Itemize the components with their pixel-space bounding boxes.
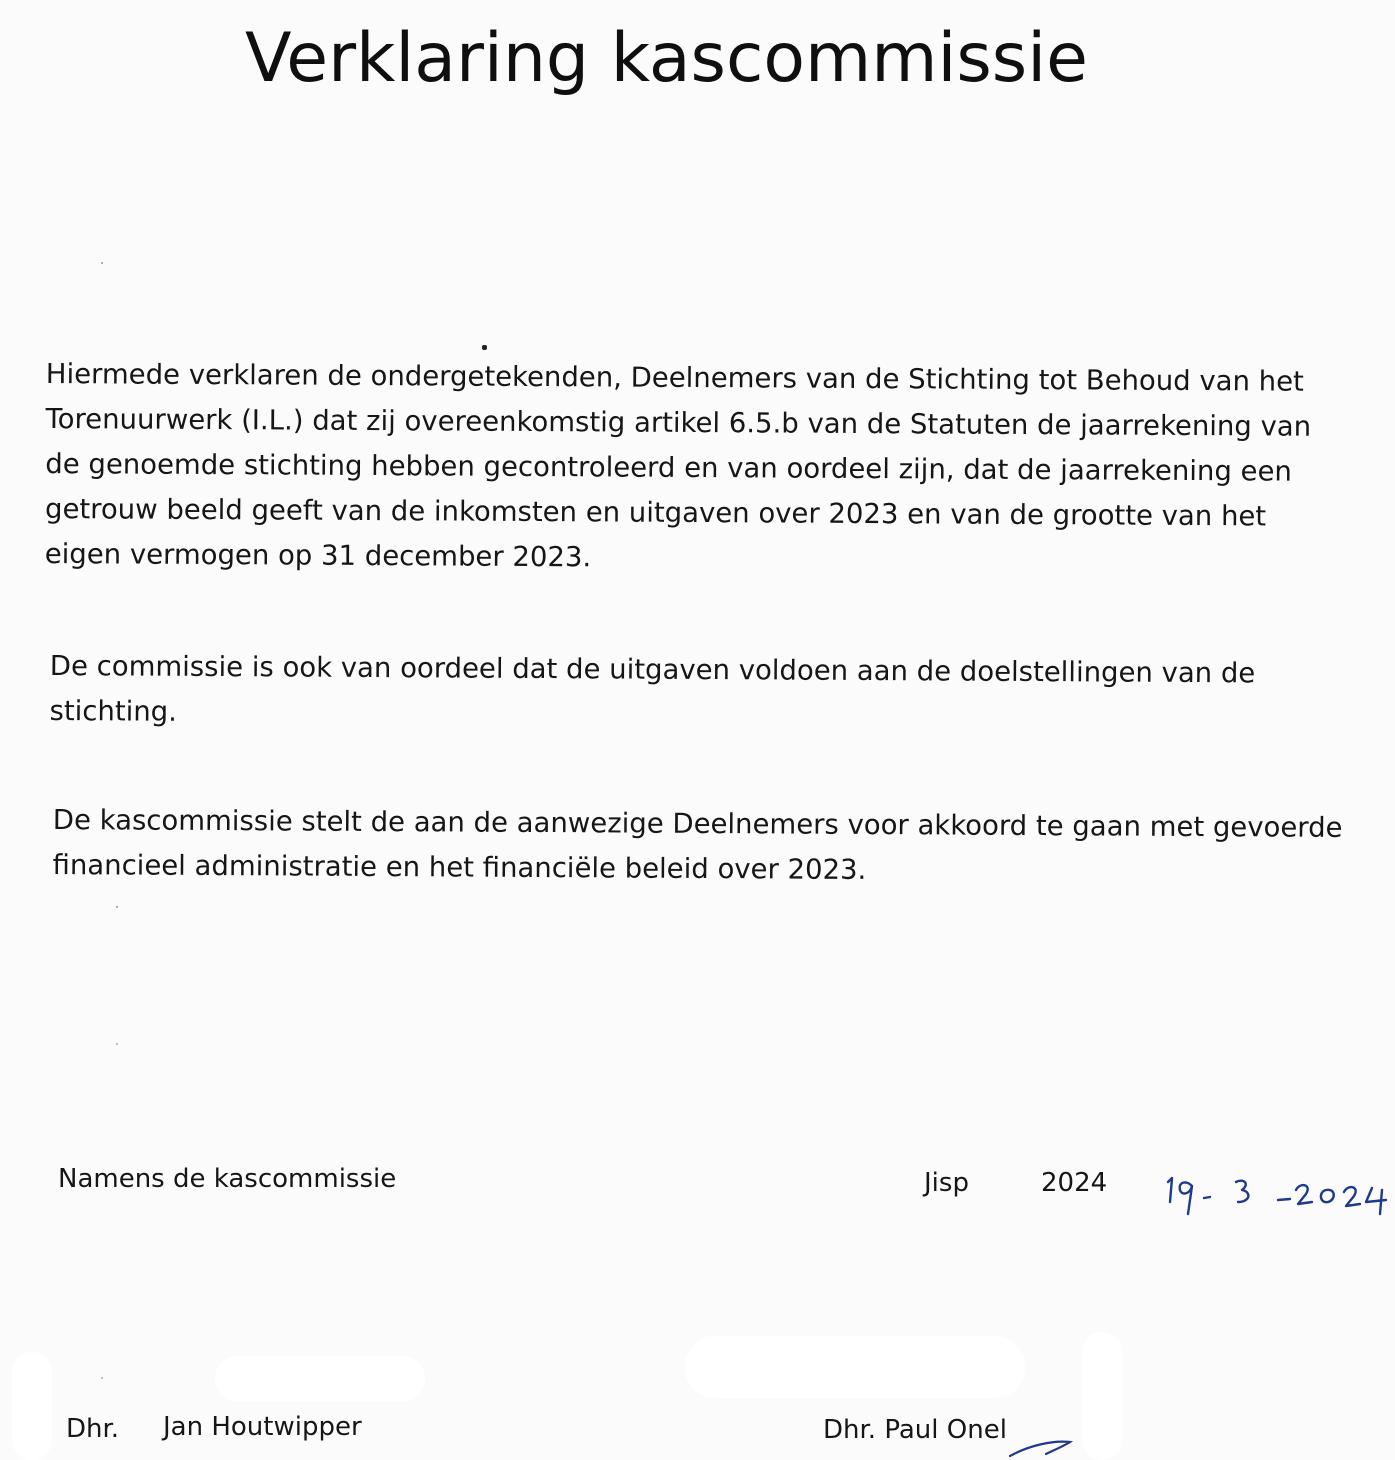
redaction-mark: [1082, 1332, 1122, 1460]
redaction-mark: [12, 1352, 52, 1460]
opinion-paragraph: [49, 644, 1280, 742]
document-title: Verklaring kascommissie: [245, 19, 1088, 98]
redaction-mark: [685, 1336, 1025, 1398]
year-label: 2024: [1041, 1168, 1108, 1198]
scan-speck: [482, 345, 487, 350]
declaration-paragraph: [45, 352, 1336, 585]
handwritten-date: [1160, 1168, 1392, 1228]
scan-speck: [116, 906, 118, 908]
paragraph-line: eigen vermogen op 31 december 2023.: [44, 537, 592, 574]
scan-speck: [101, 1377, 103, 1379]
signatory-salutation: Dhr.: [66, 1414, 120, 1444]
signatory-name: Jan Houtwipper: [163, 1412, 362, 1442]
signature-flourish: [1008, 1432, 1078, 1460]
paragraph-line: Hiermede verklaren de ondergetekenden, Deelnemers van de Stichting tot Behoud van het: [45, 357, 1304, 398]
paragraph-line: getrouw beeld geeft van de inkomsten en uitgaven over 2023 en van de grootte van het: [44, 492, 1267, 533]
on-behalf-label: Namens de kascommissie: [58, 1164, 397, 1194]
signatory-name: Paul Onel: [884, 1415, 1007, 1445]
paragraph-line: financieel administratie en het financiële beleid over 2023.: [52, 848, 867, 886]
paragraph-line: stichting.: [49, 694, 178, 728]
redaction-mark: [215, 1356, 425, 1402]
scan-speck: [116, 1043, 118, 1045]
paragraph-line: De commissie is ook van oordeel dat de uitgaven voldoen aan de doelstellingen van de: [49, 649, 1256, 690]
signatory-2: [823, 1413, 1007, 1447]
paragraph-line: De kascommissie stelt de aan de aanwezige Deelnemers voor akkoord te gaan met gevoerde: [52, 803, 1343, 844]
paragraph-line: de genoemde stichting hebben gecontroleerd en van oordeel zijn, dat de jaarrekening een: [45, 447, 1292, 488]
place-label: Jisp: [924, 1168, 969, 1198]
scan-speck: [101, 262, 103, 264]
recommendation-paragraph: [52, 798, 1343, 896]
signatory-salutation: Dhr.: [823, 1415, 877, 1445]
paragraph-line: Torenuurwerk (I.L.) dat zij overeenkomstig artikel 6.5.b van de Statuten de jaarrekening van: [45, 402, 1312, 443]
